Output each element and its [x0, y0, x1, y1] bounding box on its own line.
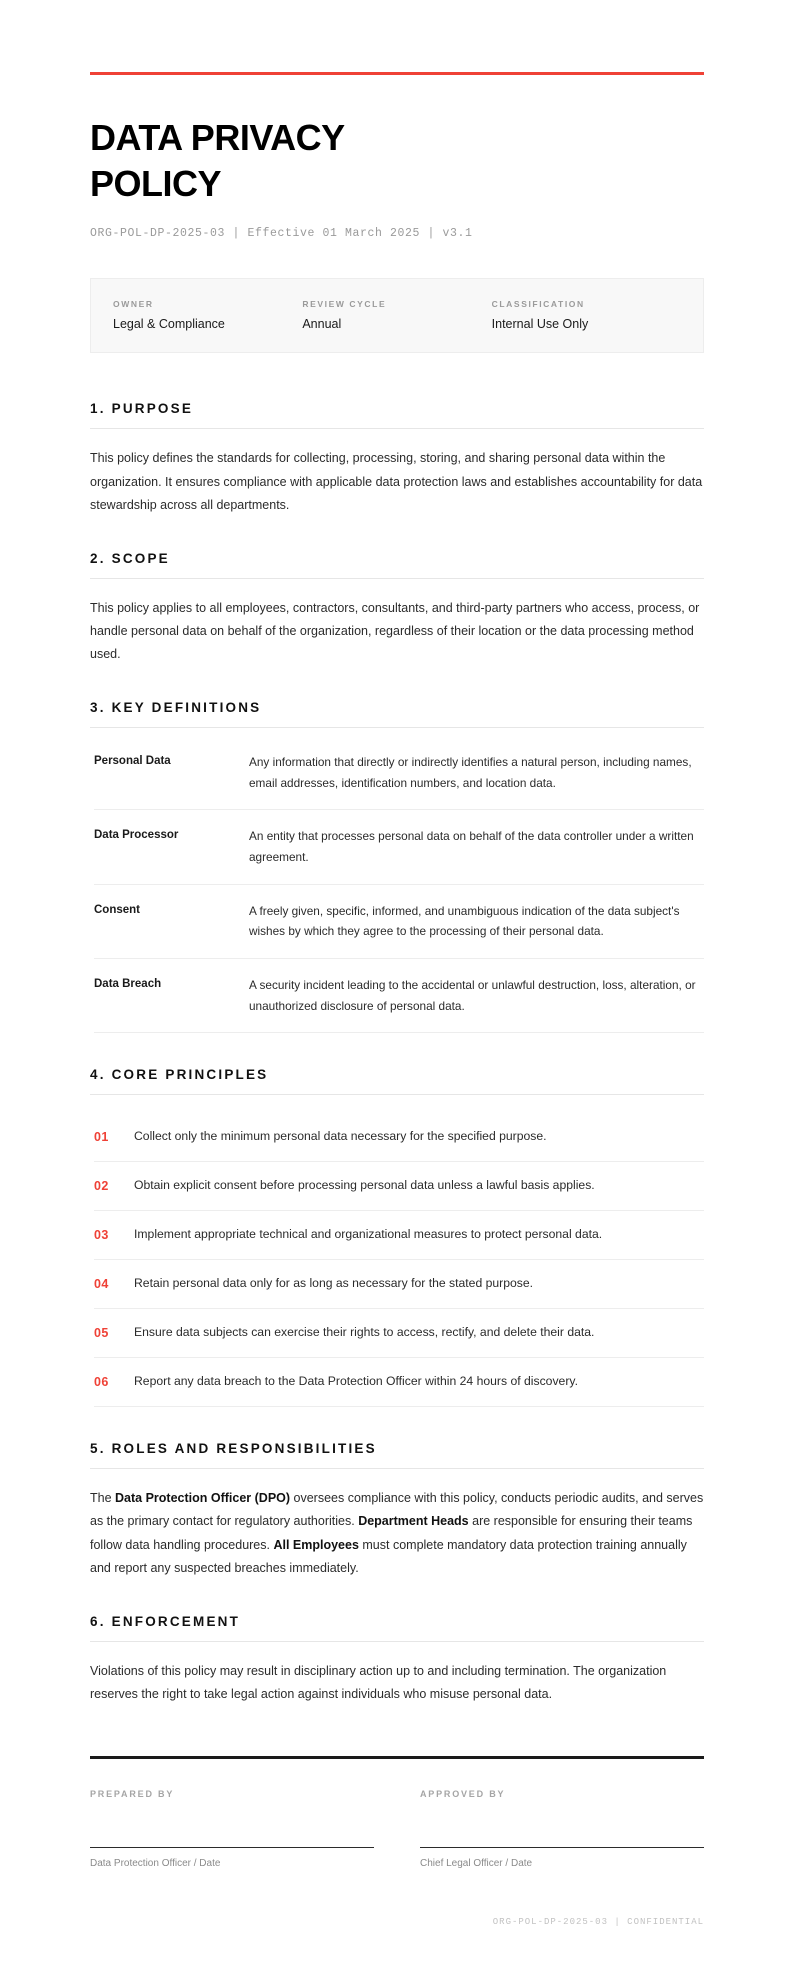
signature-block	[90, 1756, 704, 1871]
signature-label-prepared-by: PREPARED BY	[90, 1788, 175, 1799]
principle-text: Retain personal data only for as long as necessary for the stated purpose.	[134, 1276, 534, 1291]
principle-number: 01	[94, 1130, 109, 1145]
principle-text: Collect only the minimum personal data necessary for the specified purpose.	[134, 1129, 547, 1144]
principle-number: 02	[94, 1179, 109, 1194]
meta-cell-review-cycle	[302, 299, 491, 332]
document-reference-line: ORG-POL-DP-2025-03 | Effective 01 March 2025 | v3.1	[90, 227, 473, 241]
section-body-scope: This policy applies to all employees, contractors, consultants, and third-party partners who access, process, or handle personal data on behalf of the organization, regardless of their location or the data processing method used.	[90, 600, 700, 662]
list-item	[94, 1211, 704, 1260]
page-title: DATA PRIVACY POLICY	[90, 117, 345, 205]
section-body-purpose: This policy defines the standards for collecting, processing, storing, and sharing personal data within the organization. It ensures compliance with applicable data protection laws and establishes accountability for data stewardship across all departments.	[90, 451, 703, 512]
section-divider	[90, 578, 704, 579]
section-title-scope: 2. SCOPE	[90, 550, 170, 566]
signature-label-approved-by: APPROVED BY	[420, 1788, 506, 1799]
table-row	[94, 885, 704, 959]
principle-number: 03	[94, 1228, 109, 1243]
signature-caption-prepared-by: Data Protection Officer / Date	[90, 1858, 221, 1870]
section-scope	[90, 551, 704, 666]
section-title-core-principles: 4. CORE PRINCIPLES	[90, 1067, 269, 1083]
section-divider	[90, 727, 704, 728]
meta-value-classification: Internal Use Only	[491, 317, 589, 332]
signature-cell-prepared-by	[90, 1789, 374, 1872]
signature-row	[90, 1789, 704, 1872]
section-enforcement	[90, 1614, 704, 1706]
section-roles-and-responsibilities	[90, 1441, 704, 1580]
accent-top-rule	[90, 72, 704, 75]
list-item	[94, 1358, 704, 1407]
definition-description: An entity that processes personal data on behalf of the data controller under a written agreement.	[249, 829, 694, 865]
section-title-enforcement: 6. ENFORCEMENT	[90, 1613, 241, 1629]
section-divider	[90, 1641, 704, 1642]
definition-description: A security incident leading to the accidental or unlawful destruction, loss, alteration, or unauthorized disclosure of personal data.	[249, 978, 696, 1013]
section-key-definitions	[90, 700, 704, 1033]
section-title-roles: 5. ROLES AND RESPONSIBILITIES	[90, 1441, 377, 1457]
document-metadata-box	[90, 278, 704, 353]
principle-number: 06	[94, 1375, 109, 1390]
list-item	[94, 1113, 704, 1162]
principles-list	[90, 1113, 704, 1407]
meta-cell-classification	[492, 299, 681, 332]
meta-value-review-cycle: Annual	[302, 317, 342, 332]
section-divider	[90, 428, 704, 429]
meta-value-owner: Legal & Compliance	[113, 317, 225, 332]
section-body-enforcement: Violations of this policy may result in disciplinary action up to and including termination. The organization reserves the right to take legal action against individuals who misuse personal data.	[90, 1663, 667, 1701]
document-footer: ORG-POL-DP-2025-03 | CONFIDENTIAL	[492, 1917, 704, 1928]
signature-caption-approved-by: Chief Legal Officer / Date	[420, 1858, 533, 1870]
definition-term: Data Processor	[94, 829, 179, 842]
definition-description: A freely given, specific, informed, and unambiguous indication of the data subject's wishes by which they agree to the processing of their personal data.	[249, 903, 680, 939]
signature-line[interactable]	[420, 1847, 704, 1849]
principle-number: 05	[94, 1326, 109, 1341]
definition-term: Personal Data	[94, 755, 171, 768]
definition-term: Consent	[94, 903, 140, 916]
section-divider	[90, 1468, 704, 1469]
meta-label-owner: OWNER	[113, 299, 154, 310]
principle-text: Ensure data subjects can exercise their rights to access, rectify, and delete their data.	[134, 1325, 595, 1340]
meta-cell-owner	[113, 299, 302, 332]
section-divider	[90, 1094, 704, 1095]
principle-text: Implement appropriate technical and organizational measures to protect personal data.	[134, 1227, 603, 1242]
meta-label-review-cycle: REVIEW CYCLE	[302, 299, 387, 310]
section-core-principles	[90, 1067, 704, 1407]
signature-block-rule	[90, 1756, 704, 1759]
signature-line[interactable]	[90, 1847, 374, 1849]
definition-description: Any information that directly or indirectly identifies a natural person, including names, email addresses, identification numbers, and location data.	[249, 755, 692, 790]
list-item	[94, 1162, 704, 1211]
section-title-key-definitions: 3. KEY DEFINITIONS	[90, 700, 262, 716]
signature-cell-approved-by	[420, 1789, 704, 1872]
table-row	[94, 810, 704, 884]
section-body-roles: The Data Protection Officer (DPO) oversees compliance with this policy, conducts periodic audits, and serves as the primary contact for regulatory authorities. Department Heads are responsible for ensuring their teams follow data handling procedures. All Employees must complete mandatory data protection training annually and report any suspected breaches immediately.	[90, 1491, 704, 1575]
meta-label-classification: CLASSIFICATION	[491, 299, 585, 310]
definition-term: Data Breach	[94, 978, 162, 990]
definitions-table	[90, 746, 704, 1033]
principle-text: Report any data breach to the Data Protection Officer within 24 hours of discovery.	[134, 1374, 578, 1389]
table-row	[94, 959, 704, 1033]
section-purpose	[90, 401, 704, 516]
principle-number: 04	[94, 1277, 109, 1292]
section-title-purpose: 1. PURPOSE	[90, 401, 194, 417]
principle-text: Obtain explicit consent before processing personal data unless a lawful basis applies.	[134, 1178, 595, 1193]
list-item	[94, 1309, 704, 1358]
list-item	[94, 1260, 704, 1309]
table-row	[94, 746, 704, 810]
